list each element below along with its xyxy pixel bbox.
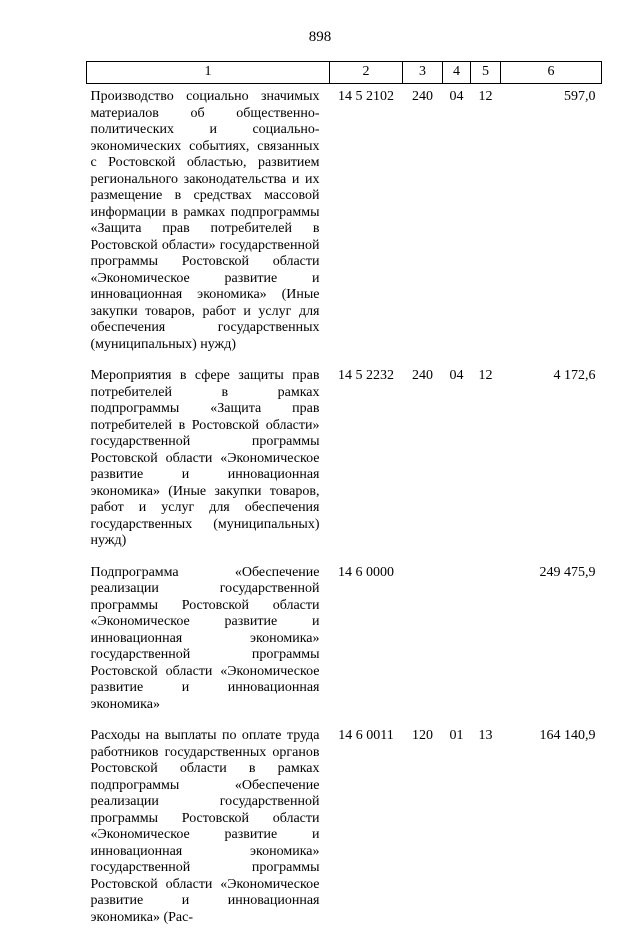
- amount: 249 475,9: [539, 564, 596, 580]
- subsection-code: 13: [478, 728, 493, 743]
- column-header: 6: [501, 62, 602, 84]
- table-row: [87, 84, 602, 364]
- expense-type-code: 240: [412, 89, 433, 104]
- amount: 597,0: [564, 89, 596, 104]
- page-number: 898: [308, 29, 332, 45]
- table-row: [87, 363, 602, 560]
- column-header: 2: [330, 62, 403, 84]
- budget-table: [86, 61, 602, 936]
- expense-name: Мероприятия в сфере защиты прав потребителей в рамках подпрограммы «Защита прав потребителей в Ростовской области» государственной программы Ростовской области «Экономическое развитие и инновационная экономика» (Иные закупки товаров, работ и услуг для обеспечения государственных (муниципальных) нужд): [90, 368, 320, 548]
- table-row: [87, 560, 602, 724]
- column-header: 5: [471, 62, 501, 84]
- target-article-code: 14 5 2232: [338, 368, 394, 383]
- section-code: 01: [449, 728, 464, 743]
- target-article-code: 14 6 0011: [338, 728, 394, 743]
- table-row: [87, 723, 602, 936]
- expense-name: Расходы на выплаты по оплате труда работников государственных органов Ростовской области в рамках подпрограммы «Обеспечение реализации государственной программы Ростовской области «Экономическое развитие и инновационная экономика» государственной программы Ростовской области «Экономическое развитие и инновационная экономика» (Рас-: [90, 728, 320, 925]
- target-article-code: 14 5 2102: [338, 89, 394, 104]
- target-article-code: 14 6 0000: [338, 564, 394, 580]
- section-code: [443, 560, 471, 724]
- expense-name: Подпрограмма «Обеспечение реализации государственной программы Ростовской области «Экономическое развитие и инновационная экономика» государственной программы Ростовской области «Экономическое развитие и инновационная экономика»: [90, 564, 320, 712]
- section-code: 04: [449, 89, 464, 104]
- column-header: 1: [87, 62, 330, 84]
- expense-type-code: 240: [412, 368, 433, 383]
- subsection-code: [471, 560, 501, 724]
- subsection-code: 12: [478, 368, 493, 383]
- column-header: 3: [403, 62, 443, 84]
- expense-type-code: 120: [412, 728, 433, 743]
- amount: 4 172,6: [553, 368, 596, 383]
- section-code: 04: [449, 368, 464, 383]
- column-header: 4: [443, 62, 471, 84]
- amount: 164 140,9: [539, 728, 596, 743]
- subsection-code: 12: [478, 89, 493, 104]
- table-header-row: [87, 62, 602, 84]
- expense-type-code: [403, 560, 443, 724]
- expense-name: Производство социально значимых материалов об общественно-политических и социально-экономических событиях, связанных с Ростовской областью, развитием регионального законодательства и их размещение в средствах массовой информации в рамках подпрограммы «Защита прав потребителей в Ростовской области» государственной программы Ростовской области «Экономическое развитие и инновационная экономика» (Иные закупки товаров, работ и услуг для обеспечения государственных (муниципальных) нужд): [90, 89, 320, 352]
